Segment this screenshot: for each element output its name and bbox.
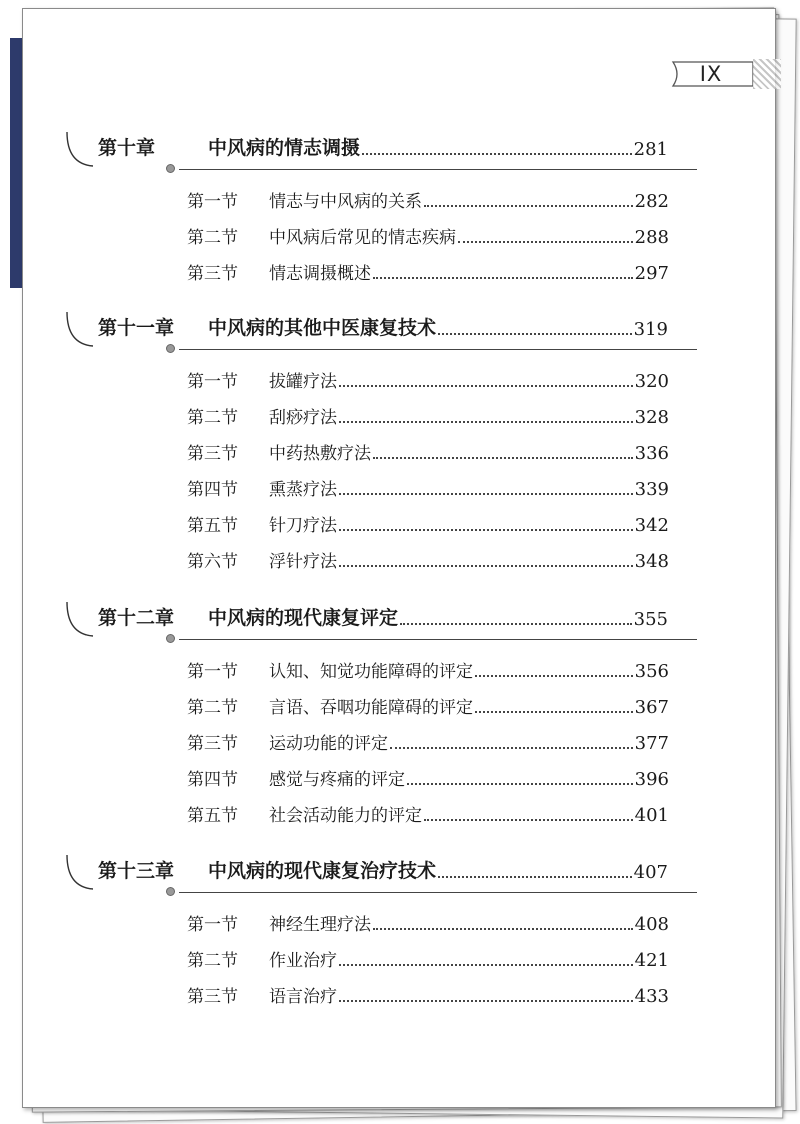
section-number: 第三节 [187, 444, 238, 464]
section-entry[interactable] [187, 220, 669, 248]
chapter-dot [166, 344, 175, 353]
section-title: 语言治疗 [269, 987, 337, 1007]
section-entry[interactable] [187, 979, 669, 1007]
dot-leader [339, 420, 633, 423]
section-page: 339 [634, 479, 669, 500]
dot-leader [438, 332, 632, 335]
chapter-ornament [65, 308, 95, 356]
section-number: 第二节 [187, 698, 238, 718]
section-entry[interactable] [187, 364, 669, 392]
section-title: 作业治疗 [269, 951, 337, 971]
chapter-ornament [65, 128, 95, 176]
section-entry[interactable] [187, 544, 669, 572]
section-page: 356 [634, 661, 669, 682]
chapter-number: 第十一章 [98, 317, 175, 339]
section-page: 342 [634, 515, 669, 536]
chapter-ornament [65, 851, 95, 899]
chapter-page: 407 [633, 862, 668, 883]
section-title: 神经生理疗法 [269, 915, 371, 935]
chapter-heading[interactable] [23, 126, 775, 176]
section-number: 第二节 [187, 408, 238, 428]
section-entry[interactable] [187, 184, 669, 212]
dot-leader [339, 999, 633, 1002]
section-page: 320 [634, 371, 669, 392]
dot-leader [400, 622, 632, 625]
dot-leader [458, 240, 633, 243]
chapter-rule [179, 169, 697, 170]
dot-leader [339, 492, 633, 495]
section-entry[interactable] [187, 436, 669, 464]
section-page: 401 [634, 805, 669, 826]
section-page: 348 [634, 551, 669, 572]
chapter-page: 281 [633, 139, 668, 160]
section-number: 第三节 [187, 987, 238, 1007]
dot-leader [438, 875, 632, 878]
section-title: 熏蒸疗法 [269, 480, 337, 500]
section-title: 刮痧疗法 [269, 408, 337, 428]
chapter-rule [179, 639, 697, 640]
dot-leader [373, 927, 633, 930]
section-page: 396 [634, 769, 669, 790]
chapter-ornament [65, 598, 95, 646]
page-number-tab [669, 59, 781, 89]
dot-leader [407, 782, 633, 785]
decorative-pattern [753, 59, 781, 89]
dot-leader [390, 746, 633, 749]
chapter-heading[interactable] [23, 596, 775, 646]
chapter-title: 中风病的现代康复治疗技术 [208, 860, 437, 882]
dot-leader [373, 456, 633, 459]
section-number: 第二节 [187, 228, 238, 248]
chapter-number: 第十二章 [98, 607, 175, 629]
dot-leader [362, 152, 632, 155]
section-page: 408 [634, 914, 669, 935]
section-entry[interactable] [187, 256, 669, 284]
section-entry[interactable] [187, 943, 669, 971]
section-page: 328 [634, 407, 669, 428]
section-number: 第一节 [187, 372, 238, 392]
section-page: 377 [634, 733, 669, 754]
dot-leader [424, 204, 633, 207]
section-title: 认知、知觉功能障碍的评定 [269, 662, 473, 682]
page-number: IX [699, 62, 723, 86]
section-title: 针刀疗法 [269, 516, 337, 536]
dot-leader [339, 564, 633, 567]
section-number: 第四节 [187, 770, 238, 790]
section-title: 运动功能的评定 [269, 734, 388, 754]
chapter-rule [179, 892, 697, 893]
chapter-dot [166, 164, 175, 173]
section-entry[interactable] [187, 690, 669, 718]
dot-leader [424, 818, 633, 821]
section-title: 言语、吞咽功能障碍的评定 [269, 698, 473, 718]
section-number: 第五节 [187, 806, 238, 826]
chapter-heading[interactable] [23, 849, 775, 899]
section-entry[interactable] [187, 798, 669, 826]
toc-page [22, 8, 776, 1108]
section-title: 中药热敷疗法 [269, 444, 371, 464]
section-number: 第一节 [187, 192, 238, 212]
section-page: 288 [634, 227, 669, 248]
dot-leader [475, 674, 633, 677]
section-entry[interactable] [187, 726, 669, 754]
section-number: 第三节 [187, 734, 238, 754]
section-title: 拔罐疗法 [269, 372, 337, 392]
chapter-rule [179, 349, 697, 350]
dot-leader [373, 276, 633, 279]
section-page: 297 [634, 263, 669, 284]
section-number: 第三节 [187, 264, 238, 284]
chapter-page: 319 [633, 319, 668, 340]
chapter-title: 中风病的其他中医康复技术 [208, 317, 437, 339]
chapter-number: 第十章 [98, 137, 156, 159]
chapter-heading[interactable] [23, 306, 775, 356]
section-number: 第二节 [187, 951, 238, 971]
section-title: 情志与中风病的关系 [269, 192, 422, 212]
section-page: 367 [634, 697, 669, 718]
section-title: 感觉与疼痛的评定 [269, 770, 405, 790]
dot-leader [475, 710, 633, 713]
section-page: 282 [634, 191, 669, 212]
chapter-dot [166, 887, 175, 896]
chapter-title: 中风病的现代康复评定 [208, 607, 399, 629]
section-page: 433 [634, 986, 669, 1007]
section-number: 第一节 [187, 915, 238, 935]
section-entry[interactable] [187, 762, 669, 790]
section-entry[interactable] [187, 508, 669, 536]
chapter-dot [166, 634, 175, 643]
section-page: 336 [634, 443, 669, 464]
chapter-page: 355 [633, 609, 668, 630]
section-title: 浮针疗法 [269, 552, 337, 572]
section-title: 社会活动能力的评定 [269, 806, 422, 826]
section-entry[interactable] [187, 654, 669, 682]
section-title: 情志调摄概述 [269, 264, 371, 284]
section-page: 421 [634, 950, 669, 971]
section-number: 第一节 [187, 662, 238, 682]
section-entry[interactable] [187, 400, 669, 428]
dot-leader [339, 963, 633, 966]
chapter-title: 中风病的情志调摄 [208, 137, 361, 159]
section-number: 第六节 [187, 552, 238, 572]
section-entry[interactable] [187, 907, 669, 935]
section-entry[interactable] [187, 472, 669, 500]
section-number: 第四节 [187, 480, 238, 500]
dot-leader [339, 528, 633, 531]
section-title: 中风病后常见的情志疾病 [269, 228, 456, 248]
chapter-number: 第十三章 [98, 860, 175, 882]
dot-leader [339, 384, 633, 387]
section-number: 第五节 [187, 516, 238, 536]
